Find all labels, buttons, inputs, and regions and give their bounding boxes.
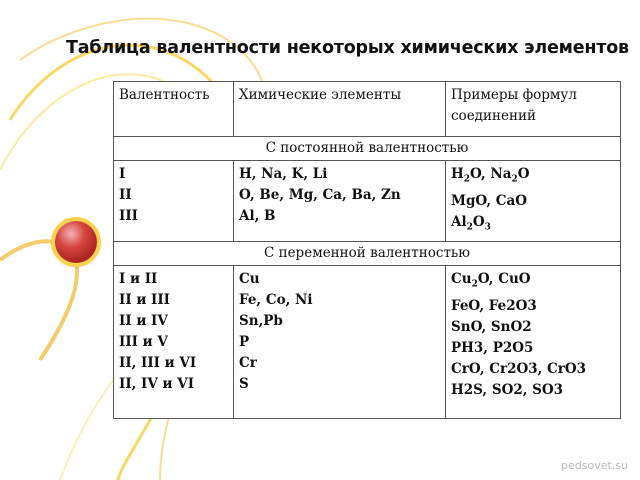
- element-line: Al, B: [239, 208, 276, 224]
- valence-line: II: [119, 187, 132, 203]
- valence-line: II, III и VI: [119, 355, 197, 372]
- element-line: Cu: [239, 271, 260, 288]
- valence-line: I: [119, 166, 126, 182]
- valence-table: [113, 81, 621, 419]
- watermark: pedsovet.su: [561, 459, 628, 472]
- formula-line: PH3, P2O5: [451, 340, 534, 357]
- valence-line: II, IV и VI: [119, 376, 195, 393]
- cell-valences-constant: [114, 161, 234, 242]
- cell-elements-variable: [234, 266, 446, 419]
- cell-formulas-constant: [446, 161, 621, 242]
- red-ball-decoration: [55, 221, 97, 263]
- formula-line: SnO, SnO2: [451, 319, 532, 336]
- section-row-constant: [114, 137, 621, 161]
- element-line: Cr: [239, 355, 257, 372]
- formula-line: CrO, Cr2O3, CrO3: [451, 361, 587, 378]
- element-line: Sn,Pb: [239, 313, 283, 330]
- element-line: S: [239, 376, 249, 393]
- element-line: Fe, Co, Ni: [239, 292, 313, 309]
- table-row-variable: [114, 266, 621, 419]
- valence-line: III: [119, 208, 138, 224]
- formula-line: $H_2O$, $Na_2O$: [451, 166, 530, 185]
- table-header-row: [114, 82, 621, 137]
- cell-elements-constant: [234, 161, 446, 242]
- formula-line: $Al_2O_3$: [451, 213, 491, 233]
- section-row-variable: [114, 242, 621, 266]
- formula-line: MgO, CaO: [451, 192, 528, 209]
- element-line: P: [239, 334, 250, 351]
- header-formulas: Примеры формул соединений: [446, 82, 621, 137]
- valence-line: I и II: [119, 271, 158, 288]
- valence-line: III и V: [119, 334, 168, 351]
- header-elements: Химические элементы: [234, 82, 446, 137]
- element-line: O, Be, Mg, Ca, Ba, Zn: [239, 187, 401, 203]
- valence-line: II и III: [119, 292, 170, 309]
- formula-line: FeO, Fe2O3: [451, 298, 537, 315]
- cell-formulas-variable: [446, 266, 621, 419]
- table-row-constant: [114, 161, 621, 242]
- valence-line: II и IV: [119, 313, 168, 330]
- formula-line: $Cu_2O$, CuO: [451, 271, 531, 291]
- header-valence: Валентность: [114, 82, 234, 137]
- formula-line: H2S, SO2, SO3: [451, 382, 564, 399]
- element-line: H, Na, K, Li: [239, 166, 328, 182]
- section-title-constant: С постоянной валентностью: [114, 137, 621, 161]
- section-title-variable: С переменной валентностью: [114, 242, 621, 266]
- page-title: Таблица валентности некоторых химических элементов: [66, 38, 629, 58]
- cell-valences-variable: [114, 266, 234, 419]
